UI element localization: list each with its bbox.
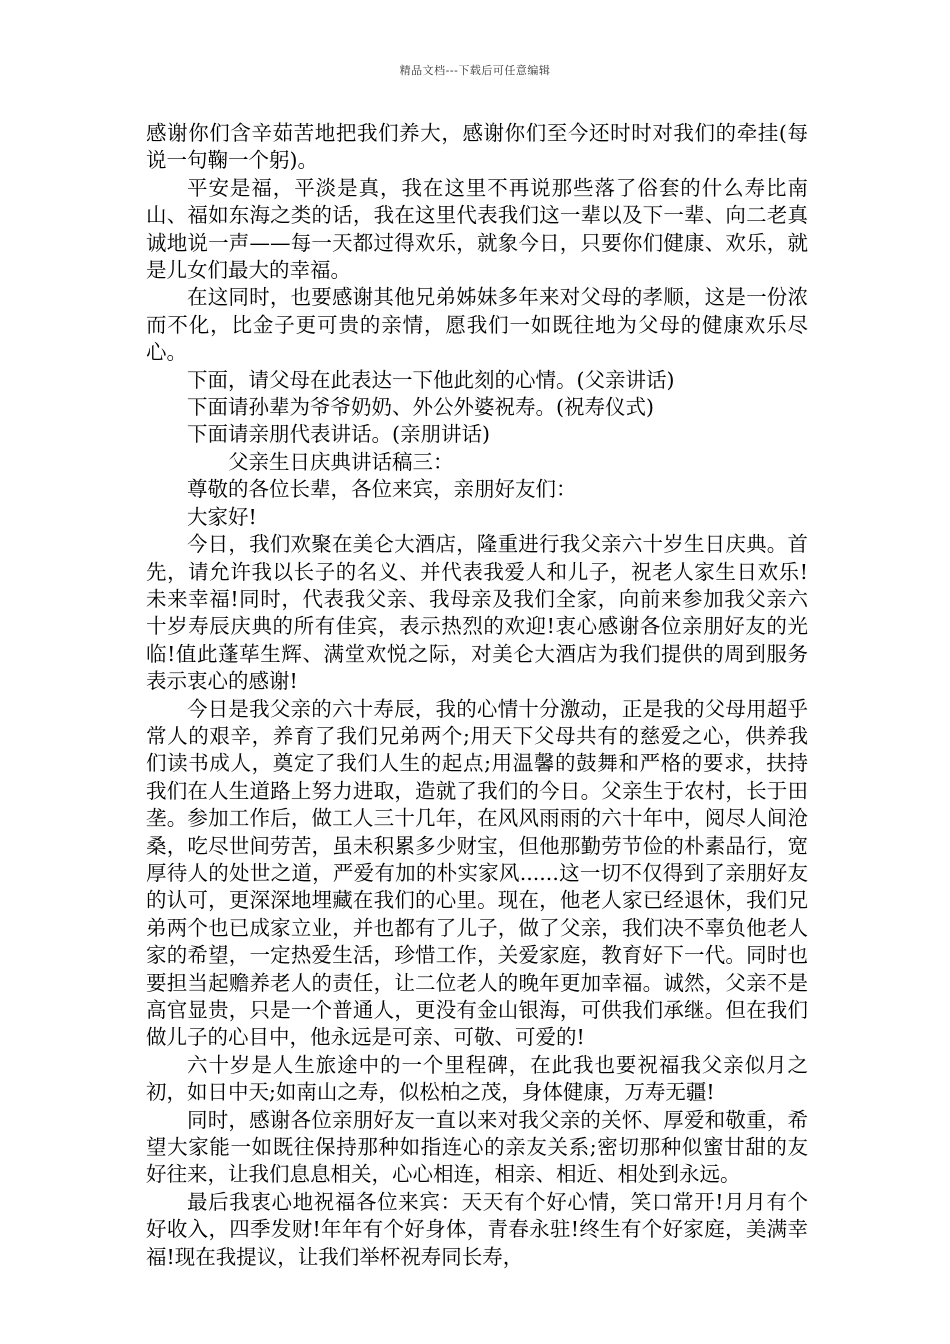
paragraph-parents-speech: 下面，请父母在此表达一下他此刻的心情。(父亲讲话) <box>187 367 675 392</box>
paragraph-siblings: 在这同时，也要感谢其他兄弟姊妹多年来对父母的孝顺，这是一份浓而不化，比金子更可贵的亲情，愿我们一如既往地为父母的健康欢乐尽心。 <box>146 285 808 365</box>
paragraph-grandchildren: 下面请孙辈为爷爷奶奶、外公外婆祝寿。(祝寿仪式) <box>187 395 654 420</box>
paragraph-salutation: 尊敬的各位长辈，各位来宾，亲朋好友们： <box>187 477 577 502</box>
paragraph-thanks: 感谢你们含辛茹苦地把我们养大，感谢你们至今还时时对我们的牵挂(每说一句鞠一个躬)。 <box>146 121 808 173</box>
paragraph-father-story: 今日是我父亲的六十寿辰，我的心情十分激动，正是我的父母用超乎常人的艰辛，养育了我们兄弟两个;用天下父母共有的慈爱之心，供养我们读书成人，奠定了我们人生的起点;用温馨的鼓舞和严格的要求，扶持我们在人生道路上努力进取，造就了我们的今日。父亲生于农村，长于田垄。参加工作后，做工人三十几年，在风风雨雨的六十年中，阅尽人间沧桑，吃尽世间劳苦，虽未积累多少财宝，但他那勤劳节俭的朴素品行，宽厚待人的处世之道，严爱有加的朴实家风......这一切不仅得到了亲朋好友的认可，更深深地埋藏在我们的心里。现在，他老人家已经退休，我们兄弟两个也已成家立业，并也都有了儿子，做了父亲，我们决不辜负他老人家的希望，一定热爱生活，珍惜工作，关爱家庭，教育好下一代。同时也要担当起赡养老人的责任，让二位老人的晚年更加幸福。诚然，父亲不是高官显贵，只是一个普通人，更没有金山银海，可供我们承继。但在我们做儿子的心目中，他永远是可亲、可敬、可爱的! <box>146 696 808 1050</box>
paragraph-friends-speech: 下面请亲朋代表讲话。(亲朋讲话) <box>187 422 490 447</box>
page-header: 精品文档---下载后可任意编辑 <box>399 64 551 77</box>
paragraph-closing: 最后我衷心地祝福各位来宾：天天有个好心情，笑口常开!月月有个好收入，四季发财!年年有个好身体，青春永驻!终生有个好家庭，美满幸福!现在我提议，让我们举杯祝寿同长寿， <box>146 1189 808 1269</box>
paragraph-greeting: 大家好! <box>187 504 257 529</box>
document-body <box>146 120 808 1271</box>
paragraph-gratitude: 同时，感谢各位亲朋好友一直以来对我父亲的关怀、厚爱和敬重，希望大家能一如既往保持那种如指连心的亲友关系;密切那种似蜜甘甜的友好往来，让我们息息相关，心心相连，相亲、相近、相处到永远。 <box>146 1107 808 1187</box>
paragraph-welcome: 今日，我们欢聚在美仑大酒店，隆重进行我父亲六十岁生日庆典。首先，请允许我以长子的名义、并代表我爱人和儿子，祝老人家生日欢乐!未来幸福!同时，代表我父亲、我母亲及我们全家，向前来参加我父亲六十岁寿辰庆典的所有佳宾，表示热烈的欢迎!衷心感谢各位亲朋好友的光临!值此蓬荜生辉、满堂欢悦之际，对美仑大酒店为我们提供的周到服务表示衷心的感谢! <box>146 532 808 694</box>
paragraph-milestone: 六十岁是人生旅途中的一个里程碑，在此我也要祝福我父亲似月之初，如日中天;如南山之寿，似松柏之茂，身体健康，万寿无疆! <box>146 1052 808 1105</box>
paragraph-blessing: 平安是福，平淡是真，我在这里不再说那些落了俗套的什么寿比南山、福如东海之类的话，我在这里代表我们这一辈以及下一辈、向二老真诚地说一声——每一天都过得欢乐，就象今日，只要你们健康、欢乐，就是儿女们最大的幸福。 <box>146 175 808 283</box>
section-title: 父亲生日庆典讲话稿三： <box>228 449 454 474</box>
